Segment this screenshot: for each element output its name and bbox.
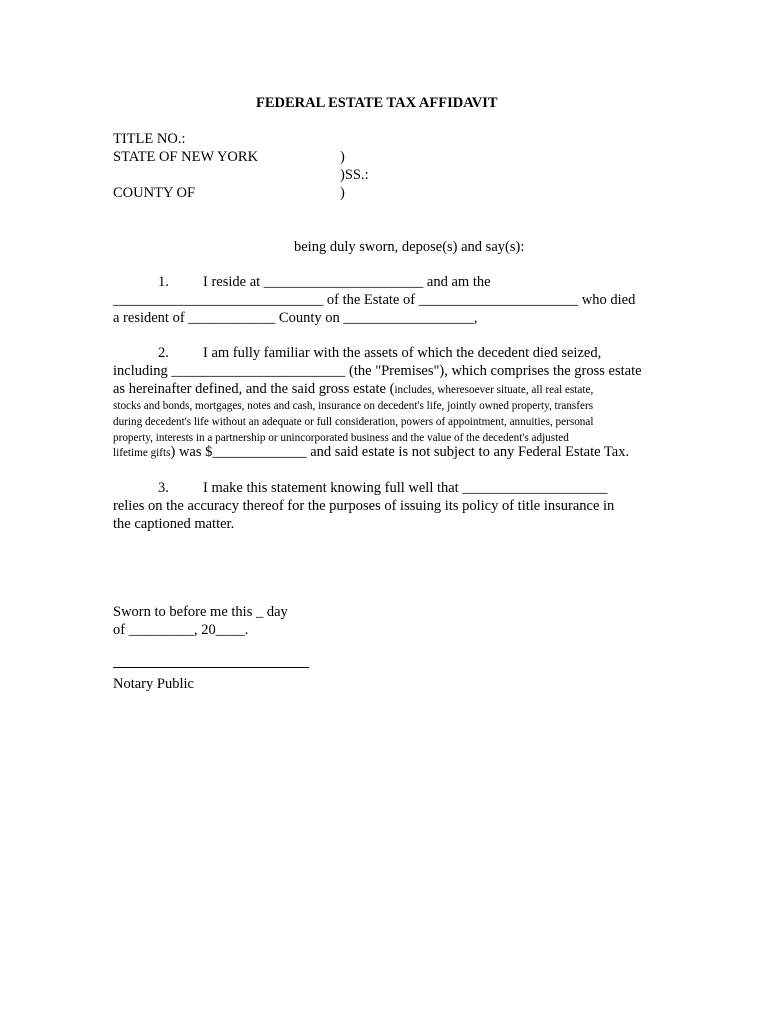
para2-line4: stocks and bonds, mortgages, notes and cash, insurance on decedent's life, jointly owned property, transfers [113,400,594,412]
para2-line7-small: lifetime gifts [113,447,171,459]
para2-line1: I am fully familiar with the assets of which the decedent died seized, [203,345,602,361]
notary-signature-line [113,667,309,668]
venue-paren-bottom: ) [340,185,345,201]
title-no-label: TITLE NO.: [113,131,186,147]
para2-line7 [113,443,629,462]
sworn-intro: being duly sworn, depose(s) and say(s): [294,239,525,255]
para1-line1: I reside at ______________________ and am the [203,274,491,290]
para2-line7-main: ) was $_____________ and said estate is not subject to any Federal Estate Tax. [170,444,630,460]
ss-label: )SS.: [340,167,369,183]
para2-line3-main: as hereinafter defined, and the said gross estate ( [113,381,395,397]
para1-line3: a resident of ____________ County on __________________, [113,310,478,326]
jurat-line1: Sworn to before me this _ day [113,604,288,620]
para3-number: 3. [158,480,169,496]
para2-number: 2. [158,345,169,361]
para2-line5: during decedent's life without an adequate or full consideration, powers of appointment, annuities, personal [113,416,594,428]
document-title: FEDERAL ESTATE TAX AFFIDAVIT [256,95,498,111]
para2-line3-small: includes, wheresoever situate, all real estate, [394,384,594,396]
para1-line2: _____________________________ of the Estate of ______________________ who died [113,292,636,308]
county-label: COUNTY OF [113,185,196,201]
para2-line6: property, interests in a partnership or unincorporated business and the value of the decedent's adjusted [113,432,569,444]
para1-number: 1. [158,274,169,290]
para3-line3: the captioned matter. [113,516,235,532]
para3-line2: relies on the accuracy thereof for the purposes of issuing its policy of title insurance in [113,498,615,514]
notary-label: Notary Public [113,676,194,692]
para3-line1: I make this statement knowing full well that ____________________ [203,480,608,496]
para2-line2: including ________________________ (the "Premises"), which comprises the gross estate [113,363,642,379]
venue-paren-top: ) [340,149,345,165]
jurat-line2: of _________, 20____. [113,622,249,638]
state-label: STATE OF NEW YORK [113,149,259,165]
